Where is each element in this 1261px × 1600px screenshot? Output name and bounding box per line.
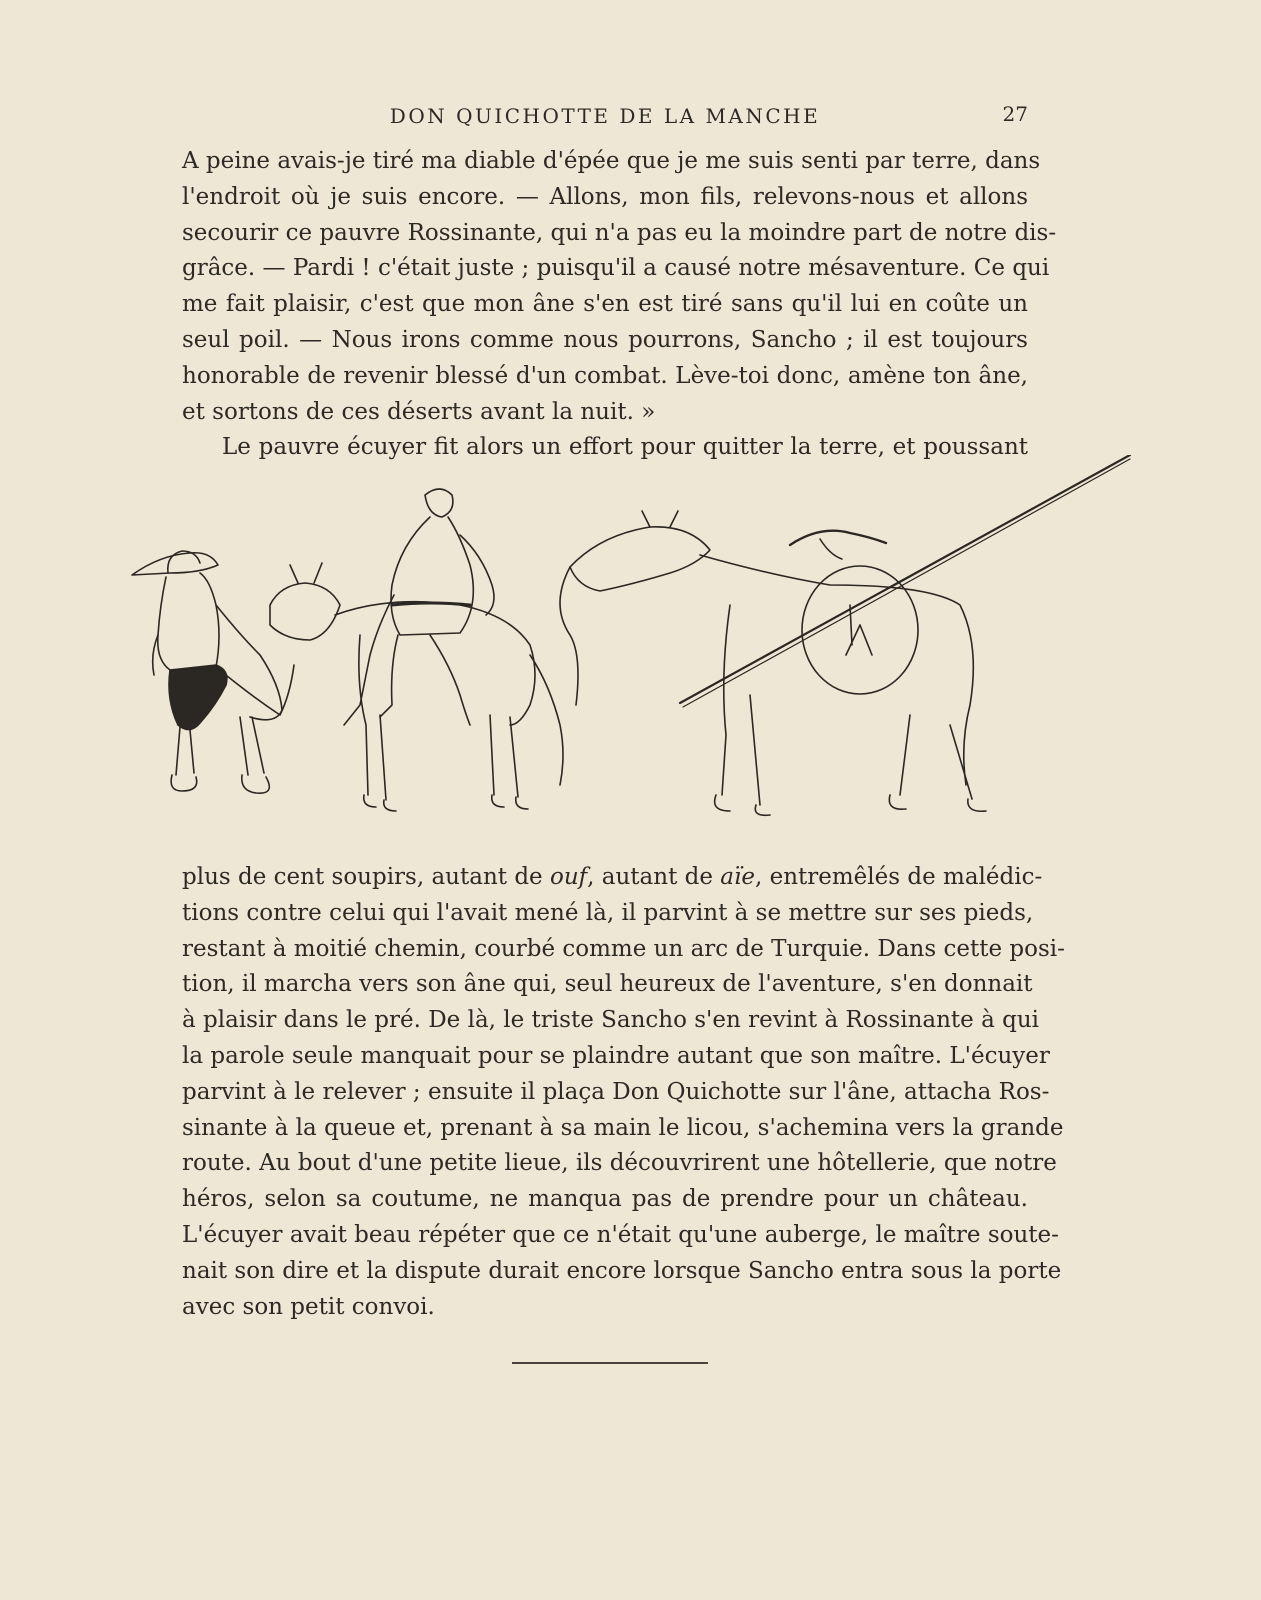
text-line: et sortons de ces déserts avant la nuit. »: [182, 398, 656, 425]
text-line: l'endroit où je suis encore. — Allons, mon fils, relevons-nous et allons: [182, 183, 1028, 210]
italic-word: aïe: [720, 864, 755, 890]
text-line: sinante à la queue et, prenant à sa main le licou, s'achemina vers la grande: [182, 1114, 1064, 1141]
paragraph-bottom: [182, 860, 1065, 1325]
text-line: seul poil. — Nous irons comme nous pourrons, Sancho ; il est toujours: [182, 326, 1028, 353]
text-line: grâce. — Pardi ! c'était juste ; puisqu'il a causé notre mésaventure. Ce qui: [182, 255, 1050, 282]
end-rule: [512, 1362, 708, 1364]
donkey-with-rider: [270, 489, 563, 811]
text-line: Le pauvre écuyer fit alors un effort pour quitter la terre, et poussant: [222, 434, 1028, 461]
rossinante-horse: [560, 455, 1130, 815]
text-line: L'écuyer avait beau répéter que ce n'était qu'une auberge, le maître soute-: [182, 1221, 1059, 1248]
text-line: tion, il marcha vers son âne qui, seul heureux de l'aventure, s'en donnait: [182, 971, 1033, 998]
running-title: DON QUICHOTTE DE LA MANCHE: [389, 104, 821, 128]
text-line: honorable de revenir blessé d'un combat. Lève-toi donc, amène ton âne,: [182, 362, 1028, 389]
paragraph-top: [182, 144, 1057, 466]
text-fragment: , autant de: [587, 864, 721, 890]
running-head: [182, 104, 1028, 132]
text-line: avec son petit convoi.: [182, 1293, 435, 1320]
text-line: secourir ce pauvre Rossinante, qui n'a pas eu la moindre part de notre dis-: [182, 219, 1057, 246]
text-fragment: plus de cent soupirs, autant de: [182, 864, 550, 890]
text-line: tions contre celui qui l'avait mené là, il parvint à se mettre sur ses pieds,: [182, 899, 1034, 926]
illustration-procession: [130, 455, 1150, 835]
sancho-figure: [132, 551, 294, 793]
text-line: la parole seule manquait pour se plaindre autant que son maître. L'écuyer: [182, 1042, 1050, 1069]
text-line: route. Au bout d'une petite lieue, ils découvrirent une hôtellerie, que notre: [182, 1150, 1057, 1177]
text-line: A peine avais-je tiré ma diable d'épée que je me suis senti par terre, dans: [182, 148, 1041, 174]
text-line: nait son dire et la dispute durait encore lorsque Sancho entra sous la porte: [182, 1257, 1062, 1284]
text-line: me fait plaisir, c'est que mon âne s'en est tiré sans qu'il lui en coûte un: [182, 291, 1028, 318]
text-line: parvint à le relever ; ensuite il plaça Don Quichotte sur l'âne, attacha Ros-: [182, 1078, 1050, 1105]
italic-word: ouf: [549, 864, 588, 890]
text-fragment: , entremêlés de malédic-: [754, 864, 1043, 890]
text-line: à plaisir dans le pré. De là, le triste Sancho s'en revint à Rossinante à qui: [182, 1007, 1040, 1034]
text-line: restant à moitié chemin, courbé comme un arc de Turquie. Dans cette posi-: [182, 935, 1065, 962]
page-number: 27: [1002, 102, 1028, 126]
text-line: héros, selon sa coutume, ne manqua pas de prendre pour un château.: [182, 1186, 1028, 1213]
text-line: [182, 860, 1043, 896]
